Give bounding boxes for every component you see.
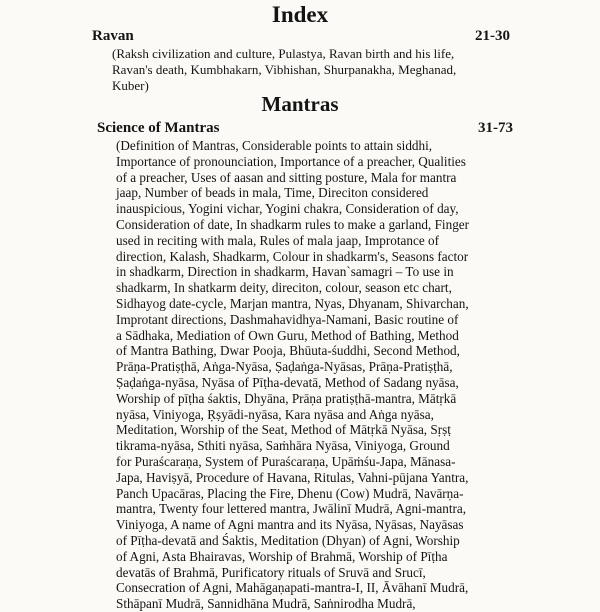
description-line: Kuber) (112, 77, 149, 93)
description-line: Japa, Haviṣyā, Procedure of Havana, Ritulas, Vahni-pūjana Yantra, (116, 469, 469, 485)
description-line: for Puraścaraṇa, System of Puraścaraṇa, Upāṁśu-Japa, Mānasa- (116, 453, 456, 469)
description-line: devatās of Brahmā, Purificatory rituals of Sruvā and Srucī, (116, 564, 426, 580)
description-line: Importance of pronounciation, Importance of a preacher, Qualities (116, 153, 466, 169)
index-entry-ravan (92, 28, 510, 45)
description-line: (Definition of Mantras, Considerable points to attain siddhi, (116, 138, 433, 153)
entry-pages: 21-30 (475, 28, 510, 44)
ravan-description (112, 46, 518, 93)
description-line: Worship of pīṭha śaktis, Dhyāna, Prāṇa pratiṣṭhā-mantra, Mātṛkā (116, 390, 457, 406)
description-line: mantra, Twenty four lettered mantra, Jwālinī Mudrā, Agni-mantra, (116, 501, 467, 517)
description-line: Ravan's death, Kumbhakarn, Vibhishan, Shurpanakha, Meghanad, (112, 61, 457, 77)
mantras-heading: Mantras (261, 92, 339, 116)
index-entry-science-of-mantras (97, 120, 513, 137)
description-line: Sthāpanī Mudrā, Sannidhāna Mudrā, Saṅnirodha Mudrā, (116, 596, 416, 612)
description-line: Consideration of date, In shadkarm rules to make a garland, Finger (116, 216, 470, 232)
index-heading: Index (271, 2, 329, 27)
description-line: of Pīṭha-devatā and Śaktis, Meditation (Dhyan) of Agni, Worship (116, 532, 460, 548)
description-line: Prāṇa-Pratiṣṭhā, Aṅga-Nyāsa, Ṣaḍaṅga-Nyāsas, Prāṇa-Pratiṣṭhā, (116, 359, 453, 375)
description-line: Sidhayog date-cycle, Marjan mantra, Nyas, Dhyanam, Shivarchan, (116, 295, 469, 311)
entry-title: Ravan (92, 28, 134, 44)
description-line: Viniyoga, A name of Agni mantra and its Nyāsa, Nyāsas, Nayāsas (116, 517, 464, 533)
description-line: Ṣaḍaṅga-nyāsa, Nyāsa of Pīṭha-devatā, Method of Sadang nyāsa, (116, 374, 459, 390)
description-line: of Agni, Asta Bhairavas, Worship of Brahmā, Worship of Pīṭha (116, 548, 448, 564)
description-line: in shadkarm, Direction in shadkarm, Havan`samagri – To use in (116, 264, 454, 280)
description-line: direction, Kalash, Shadkarm, Colour in shadkarm's, Seasons factor (116, 248, 469, 264)
description-line: jaap, Number of beads in mala, Time, Direciton considered (116, 185, 429, 201)
entry-pages: 31-73 (478, 120, 513, 136)
description-line: Meditation, Worship of the Seat, Method of Mātṛkā Nyāsa, Sṛṣṭ (116, 422, 451, 438)
description-line: used in reciting with mala, Rules of mala jaap, Improtance of (116, 232, 439, 248)
description-line: a Sādhaka, Mediation of Own Guru, Method of Bathing, Method (116, 327, 459, 343)
description-line: nyāsa, Viniyoga, Ṛṣyādi-nyāsa, Kara nyāsa and Aṅga nyāsa, (116, 406, 434, 422)
description-line: Improtant directions, Dashmahavidhya-Namani, Basic routine of (116, 311, 459, 327)
description-line: Consecration of Agni, Mahāgaṇapati-mantra-I, II, Āvāhanī Mudrā, (116, 580, 469, 596)
description-line: of Mantra Bathing, Dwar Pooja, Bhūuta-śuddhi, Second Method, (116, 343, 460, 359)
description-line: inauspicious, Yogini vichar, Yogini chakra, Consideration of day, (116, 201, 459, 217)
mantras-description (116, 138, 520, 612)
entry-title: Science of Mantras (97, 120, 220, 136)
description-line: of a preacher, Uses of aasan and sitting posture, Mala for mantra (116, 169, 457, 185)
description-line: Panch Upacāras, Placing the Fire, Dhenu (Cow) Mudrā, Navārṇa- (116, 485, 464, 501)
description-line: tikrama-nyāsa, Sthiti nyāsa, Saṁhāra Nyāsa, Viniyoga, Ground (116, 438, 450, 454)
description-line: shadkarm, In shatkarm deity, direciton, colour, season etc chart, (116, 280, 452, 296)
description-line: (Raksh civilization and culture, Pulastya, Ravan birth and his life, (112, 46, 455, 61)
